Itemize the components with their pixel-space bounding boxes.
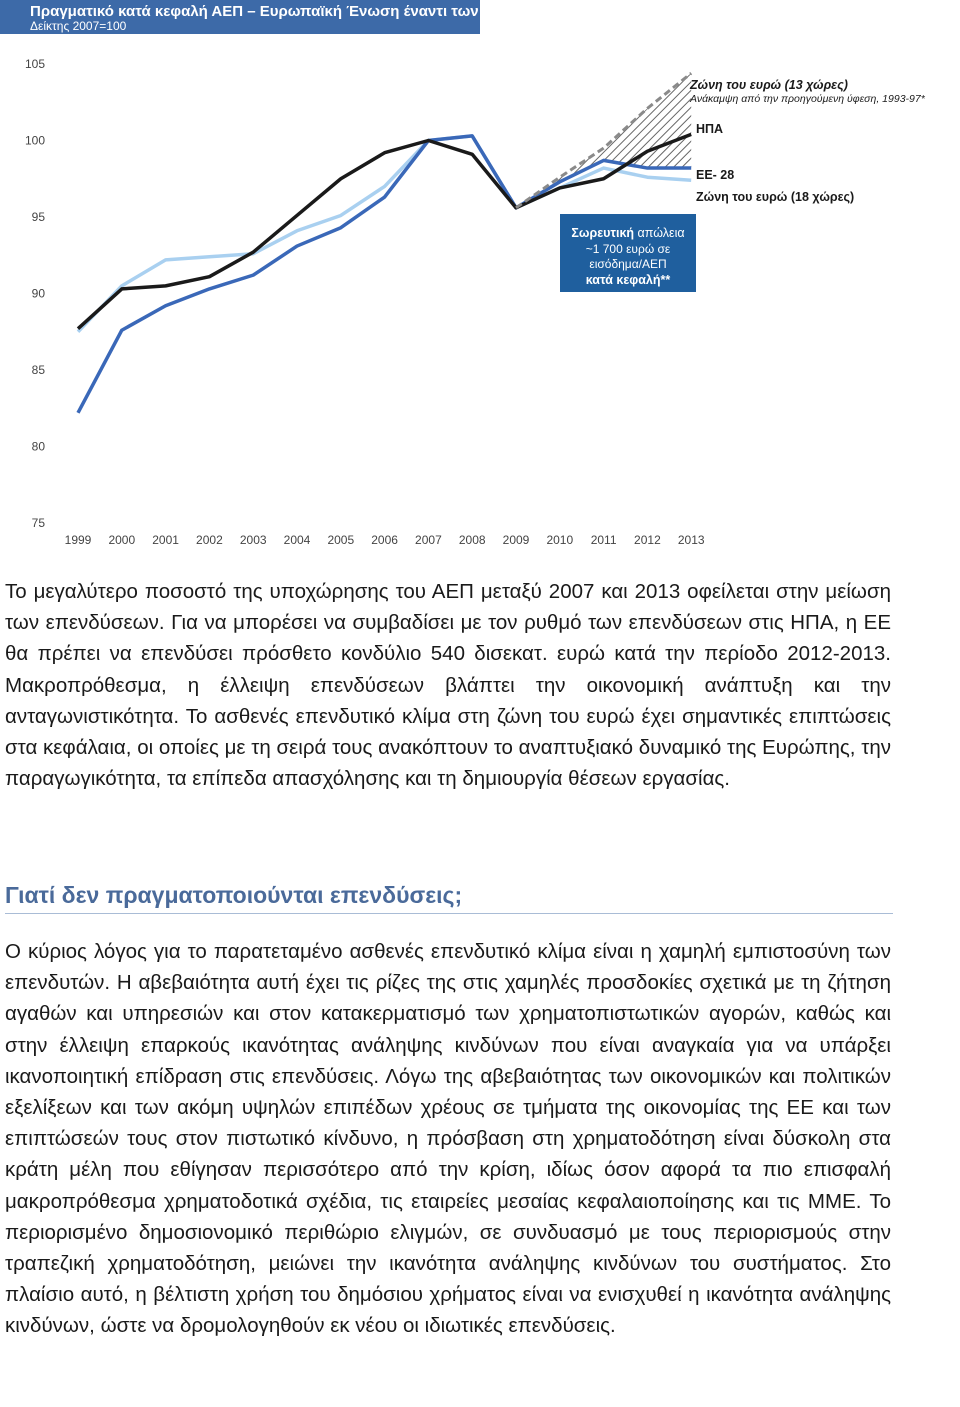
y-tick-label: 100 bbox=[24, 133, 45, 148]
chart-title: Πραγματικό κατά κεφαλή ΑΕΠ – Ευρωπαϊκή Ένωση έναντι των ΗΠΑ bbox=[30, 3, 516, 20]
y-tick-label: 85 bbox=[31, 363, 45, 377]
label-eurozone-13-subtitle: Ανάκαμψη από την προηγούμενη ύφεση, 1993-97* bbox=[690, 93, 925, 105]
y-tick-label: 95 bbox=[31, 210, 45, 224]
annotation-line-1 bbox=[571, 226, 684, 240]
annotation-line-1-rest: απώλεια bbox=[634, 226, 685, 240]
x-tick-label: 2004 bbox=[283, 533, 311, 547]
y-tick-label: 75 bbox=[31, 516, 45, 530]
label-eurozone-13: Ζώνη του ευρώ (13 χώρες) bbox=[690, 78, 848, 92]
x-tick-label: 2006 bbox=[371, 533, 398, 547]
x-tick-label: 2007 bbox=[415, 533, 442, 547]
chart-subtitle: Δείκτης 2007=100 bbox=[30, 19, 127, 33]
x-axis-tick-labels bbox=[65, 533, 705, 547]
annotation-line-4: κατά κεφαλή** bbox=[585, 273, 671, 287]
gdp-line-chart bbox=[0, 34, 960, 554]
annotation-line-2: ~1 700 ευρώ σε bbox=[585, 242, 671, 256]
y-tick-label: 80 bbox=[31, 439, 45, 454]
cumulative-loss-annotation bbox=[560, 214, 696, 292]
section-heading: Γιατί δεν πραγματοποιούνται επενδύσεις; bbox=[5, 882, 893, 914]
x-tick-label: 2003 bbox=[239, 533, 267, 547]
annotation-line-1-bold: Σωρευτική bbox=[571, 226, 635, 240]
x-tick-label: 2000 bbox=[108, 533, 136, 547]
x-tick-label: 2012 bbox=[634, 533, 661, 547]
label-usa: ΗΠΑ bbox=[696, 122, 724, 136]
x-tick-label: 2013 bbox=[677, 533, 705, 547]
y-tick-label: 105 bbox=[24, 57, 45, 71]
label-eu28: ΕΕ- 28 bbox=[696, 168, 735, 182]
paragraph-investment-decline: Το μεγαλύτερο ποσοστό της υποχώρησης του ΑΕΠ μεταξύ 2007 και 2013 οφείλεται στην μείωση των επενδύσεων. Για να μπορέσει να συμβαδίσει με τον ρυθμό των επενδύσεων στις ΗΠΑ, η ΕΕ θα πρέπει να επενδύσει πρόσθετο κονδύλιο 540 δισεκατ. ευρώ κατά την περίοδο 2012-2013. Μακροπρόθεσμα, η έλλειψη επενδύσεων βλάπτει την οικονομική ανάπτυξη και την ανταγωνιστικότητα. Το ασθενές επενδυτικό κλίμα στη ζώνη του ευρώ έχει σημαντικές επιπτώσεις στα κεφάλαια, οι οποίες με τη σειρά τους ανακόπτουν το αναπτυξιακό δυναμικό της Ευρώπης, την παραγωγικότητα, τα επίπεδα απασχόλησης και τη δημιουργία θέσεων εργασίας. bbox=[5, 580, 891, 791]
x-tick-label: 2001 bbox=[152, 533, 179, 547]
x-tick-label: 2008 bbox=[458, 533, 486, 547]
label-eurozone-18: Ζώνη του ευρώ (18 χώρες) bbox=[696, 190, 855, 204]
series-labels bbox=[689, 78, 926, 204]
x-tick-label: 2005 bbox=[327, 533, 355, 547]
x-tick-label: 2010 bbox=[546, 533, 574, 547]
x-tick-label: 2009 bbox=[502, 533, 530, 547]
x-tick-label: 1999 bbox=[64, 533, 92, 547]
y-axis-tick-labels bbox=[25, 57, 45, 530]
x-tick-label: 2011 bbox=[590, 533, 617, 547]
annotation-line-3: εισόδημα/ΑΕΠ bbox=[589, 257, 667, 271]
chart-header bbox=[0, 0, 960, 34]
x-tick-label: 2002 bbox=[196, 533, 223, 547]
y-tick-label: 90 bbox=[31, 286, 45, 301]
paragraph-low-confidence: Ο κύριος λόγος για το παρατεταμένο ασθενές επενδυτικό κλίμα είναι η χαμηλή εμπιστοσύνη των επενδυτών. Η αβεβαιότητα αυτή έχει τις ρίζες της στις χαμηλές προσδοκίες σχετικά με τη ζήτηση αγαθών και υπηρεσιών και στον κατακερματισμό των χρηματοπιστωτικών αγορών, καθώς και στην έλλειψη επαρκούς ικανότητας ανάληψης κινδύνων που είναι αναγκαία για να υπάρξει ικανοποιητική επίδραση στις επενδύσεις. Λόγω της αβεβαιότητας των οικονομικών και πολιτικών εξελίξεων και των ακόμη υψηλών επιπέδων χρέους σε τμήματα της οικονομίας της ΕΕ και των επιπτώσεών τους στον πιστωτικό κίνδυνο, η πρόσβαση στη χρηματοδότηση είναι δύσκολη στα κράτη μέλη που εθίγησαν περισσότερο από την κρίση, ιδίως όσον αφορά τα πιο επισφαλή μακροπρόθεσμα χρηματοδοτικά σχέδια, τις εταιρείες μεσαίας κεφαλαιοποίησης και τις ΜΜΕ. Το περιορισμένο δημοσιονομικό περιθώριο ελιγμών, σε συνδυασμό με τους περιορισμούς στην τραπεζική χρηματοδότηση, μειώνει την ικανότητα ανάληψης κινδύνων του συστήματος. Στο πλαίσιο αυτό, η βέλτιστη χρήση του δημόσιου χρήματος είναι να ενισχυθεί η ικανότητα ανάληψης κινδύνων, ώστε να δρομολογηθούν εκ νέου οι ιδιωτικές επενδύσεις. bbox=[5, 940, 891, 1338]
